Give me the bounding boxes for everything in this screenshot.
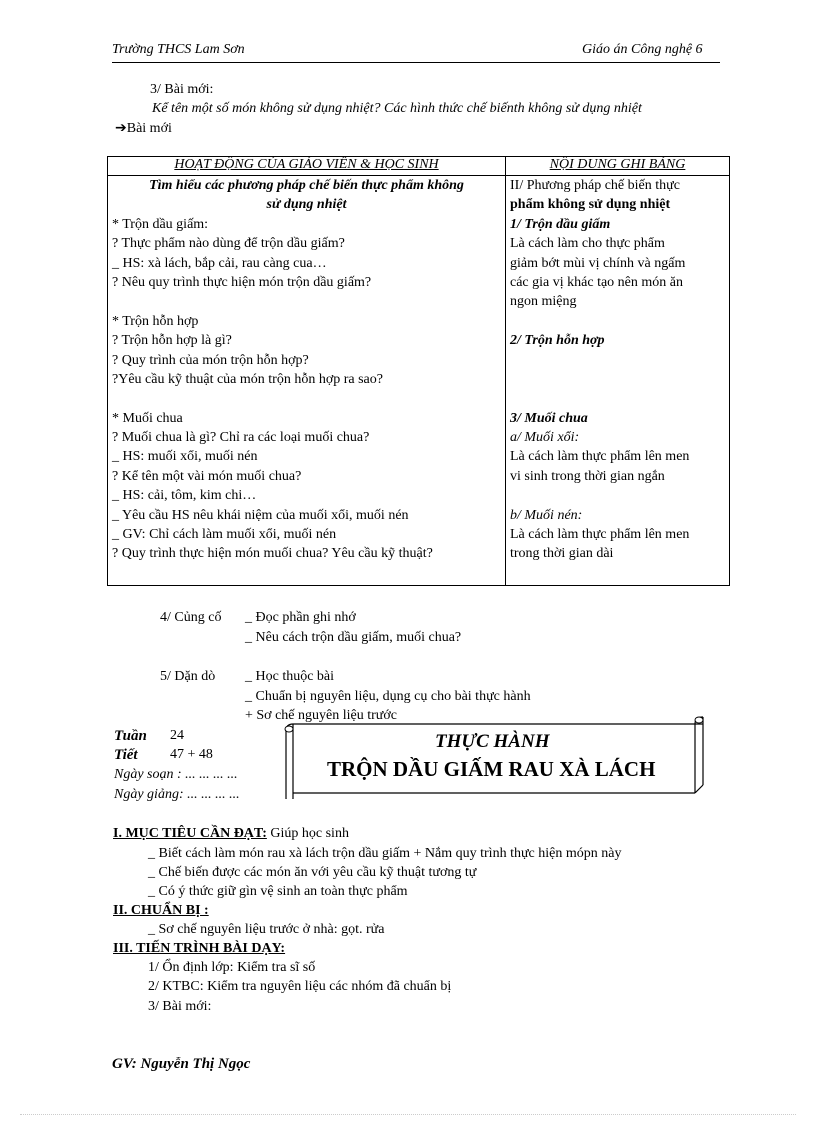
objectives-heading-line xyxy=(113,826,349,842)
table-header-row xyxy=(108,157,730,176)
left-spacer xyxy=(112,292,501,311)
right-line: Là cách làm cho thực phẩm xyxy=(510,236,665,252)
right-line: vi sinh trong thời gian ngắn xyxy=(510,468,665,484)
right-heading-2: 2/ Trộn hỗn hợp xyxy=(510,333,605,349)
consolidate-item: _ Đọc phần ghi nhớ xyxy=(245,610,356,625)
left-line: ? Nêu quy trình thực hiện món trộn dầu giấm? xyxy=(112,274,372,290)
left-line: ? Trộn hỗn hợp là gì? xyxy=(112,333,232,349)
left-line: _ HS: xà lách, bắp cải, rau càng cua… xyxy=(112,255,327,271)
left-line: _ Yêu cầu HS nêu khái niệm của muối xổi, muối nén xyxy=(112,507,409,523)
objective-item: _ Biết cách làm món rau xà lách trộn dầu giấm + Nắm quy trình thực hiện mópn này xyxy=(148,846,622,861)
right-line: trong thời gian dài xyxy=(510,546,614,562)
right-sub-b: b/ Muối nén: xyxy=(510,507,583,523)
process-item: 2/ KTBC: Kiểm tra nguyên liệu các nhóm đã chuẩn bị xyxy=(148,979,452,994)
left-title-1: Tìm hiểu các phương pháp chế biến thực phẩm không xyxy=(149,178,464,193)
left-line: * Trộn hỗn hợp xyxy=(112,313,199,329)
header-divider xyxy=(112,62,720,63)
teach-date: Ngày giảng: ... ... ... ... xyxy=(114,787,240,802)
right-sub-a: a/ Muối xổi: xyxy=(510,430,580,446)
left-line: ?Yêu cầu kỹ thuật của món trộn hỗn hợp ra sao? xyxy=(112,371,383,387)
right-line: các gia vị khác tạo nên món ăn xyxy=(510,274,683,290)
teacher-name: GV: Nguyễn Thị Ngọc xyxy=(112,1056,251,1072)
left-title-2: sử dụng nhiệt xyxy=(266,197,347,213)
left-line: ? Thực phẩm nào dùng để trộn dầu giấm? xyxy=(112,236,345,252)
banner-subtitle: TRỘN DẦU GIẤM RAU XÀ LÁCH xyxy=(327,757,656,781)
left-line: ? Quy trình thực hiện món muối chua? Yêu cầu kỹ thuật? xyxy=(112,546,433,562)
col-header-activities: HOẠT ĐỘNG CỦA GIÁO VIÊN & HỌC SINH xyxy=(108,157,506,176)
week-value: 24 xyxy=(170,728,184,743)
homework-item: _ Chuẩn bị nguyên liệu, dụng cụ cho bài thực hành xyxy=(245,689,531,704)
school-name: Trường THCS Lam Sơn xyxy=(112,42,245,57)
left-line: _ GV: Chỉ cách làm muối xổi, muối nén xyxy=(112,527,337,543)
period-value: 47 + 48 xyxy=(170,747,213,762)
process-item: 3/ Bài mới: xyxy=(148,999,212,1014)
right-line: Là cách làm thực phẩm lên men xyxy=(510,527,690,543)
left-line: _ HS: cải, tôm, kim chi… xyxy=(112,488,257,504)
title-banner xyxy=(283,715,707,799)
objective-item: _ Chế biến được các món ăn với yêu cầu kỹ thuật tương tự xyxy=(148,865,477,880)
subject-name: Giáo án Công nghệ 6 xyxy=(582,42,703,57)
content-cell xyxy=(506,176,730,586)
process-heading: III. TIẾN TRÌNH BÀI DẠY: xyxy=(113,941,286,956)
consolidate-label: 4/ Củng cố xyxy=(160,610,222,625)
intro-arrow-line xyxy=(115,120,172,137)
right-line: ngon miệng xyxy=(510,294,577,310)
right-spacer xyxy=(510,370,725,389)
col-header-content: NỘI DUNG GHI BẢNG xyxy=(506,157,730,176)
right-spacer xyxy=(510,389,725,408)
period-label: Tiết xyxy=(114,747,138,763)
homework-item: + Sơ chế nguyên liệu trước xyxy=(245,708,397,723)
objective-item: _ Có ý thức giữ gìn vệ sinh an toàn thực phẩm xyxy=(148,884,408,899)
right-line: giảm bớt mùi vị chính và ngấm xyxy=(510,255,686,271)
arrow-text: Bài mới xyxy=(126,121,172,136)
preparation-item: _ Sơ chế nguyên liệu trước ở nhà: gọt. rửa xyxy=(148,922,385,937)
right-spacer xyxy=(510,486,725,505)
table-body-row xyxy=(108,176,730,586)
left-line: ? Quy trình của món trộn hỗn hợp? xyxy=(112,352,309,368)
left-line: ? Muối chua là gì? Chỉ ra các loại muối chua? xyxy=(112,430,370,446)
plan-date: Ngày soạn : ... ... ... ... xyxy=(114,767,238,782)
left-line: * Muối chua xyxy=(112,410,183,426)
left-spacer xyxy=(112,389,501,408)
right-title-2: phẩm không sử dụng nhiệt xyxy=(510,197,671,213)
objectives-heading: I. MỤC TIÊU CẦN ĐẠT: xyxy=(113,826,267,841)
intro-question: Kể tên một số món không sử dụng nhiệt? Các hình thức chế biếnth không sử dụng nhiệt xyxy=(152,101,642,116)
left-line: _ HS: muối xổi, muối nén xyxy=(112,449,258,465)
right-heading-3: 3/ Muối chua xyxy=(510,410,588,426)
homework-item: _ Học thuộc bài xyxy=(245,669,335,684)
left-line: ? Kể tên một vài món muối chua? xyxy=(112,468,302,484)
page-footer-border xyxy=(20,1114,796,1115)
right-line: Là cách làm thực phẩm lên men xyxy=(510,449,690,465)
week-label: Tuần xyxy=(114,728,147,744)
right-heading-1: 1/ Trộn dầu giấm xyxy=(510,216,611,232)
homework-label: 5/ Dặn dò xyxy=(160,669,216,684)
right-title-1: II/ Phương pháp chế biến thực xyxy=(510,178,680,193)
objectives-suffix: Giúp học sinh xyxy=(266,826,349,841)
process-item: 1/ Ổn định lớp: Kiểm tra sĩ số xyxy=(148,960,316,975)
preparation-heading: II. CHUẨN BỊ : xyxy=(113,903,209,918)
banner-title: THỰC HÀNH xyxy=(435,731,550,752)
right-spacer xyxy=(510,351,725,370)
left-line: * Trộn dầu giấm: xyxy=(112,216,209,232)
activity-table xyxy=(107,156,730,586)
consolidate-item: _ Nêu cách trộn dầu giấm, muối chua? xyxy=(245,630,462,645)
arrow-right-icon: ➔ xyxy=(115,120,127,136)
new-lesson-label: 3/ Bài mới: xyxy=(150,82,214,97)
activities-cell xyxy=(108,176,506,586)
right-spacer xyxy=(510,312,725,331)
